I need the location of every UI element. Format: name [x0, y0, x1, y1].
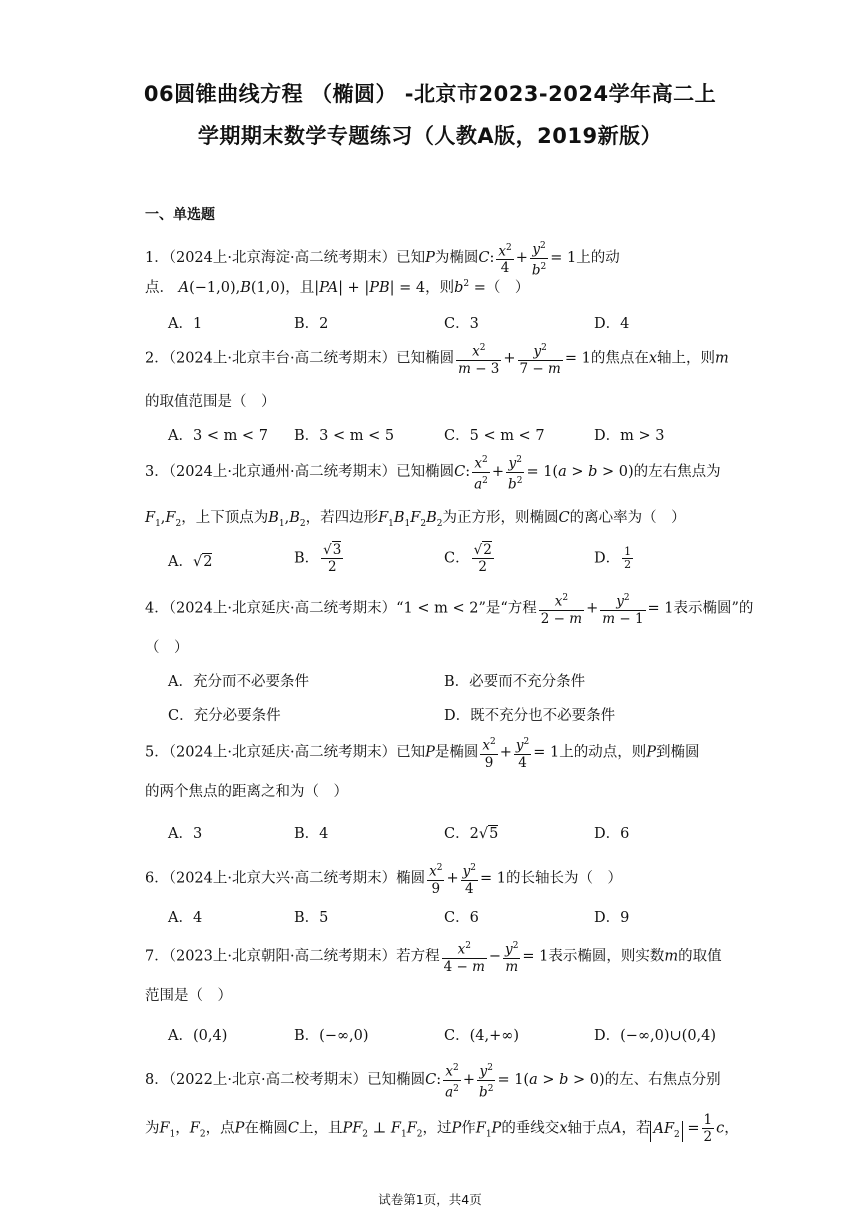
q7-option-d-value: (−∞,0)∪(0,4)	[620, 1028, 717, 1044]
q5-option-c-label: C．	[444, 826, 470, 842]
q8-line2-c: 在椭圆	[244, 1120, 288, 1137]
q3-source: 3．（2024上·北京通州·高二统考期末）已知椭圆	[145, 464, 455, 480]
q3-text-b: 的左右焦点为	[633, 464, 721, 480]
q1-option-a[interactable]: A．1	[168, 316, 203, 332]
q2-line-2: 的取值范围是（ ）	[145, 394, 276, 410]
q2-option-c-value: 5 < m < 7	[469, 428, 545, 444]
q8-line2-b: ，点	[205, 1120, 235, 1137]
q6-text-b: 的长轴长为（ ）	[505, 870, 622, 887]
q7-option-d[interactable]	[594, 1024, 716, 1045]
page-footer: 试卷第1页，共4页	[378, 1192, 482, 1207]
q1-line2-a: 点．	[145, 280, 174, 296]
q7-option-b[interactable]	[294, 1024, 369, 1045]
q3-option-b[interactable]: B． $\frac{√3}{2}$	[294, 542, 342, 575]
q8-line2-h: 轴于点	[567, 1120, 611, 1137]
q3-option-a[interactable]: A．√2	[168, 554, 213, 570]
q1-option-b[interactable]: B．2	[294, 316, 329, 332]
q6-option-a[interactable]: A．4	[168, 910, 203, 926]
q8-line-2: 为$F_1$，$F_2$，点P在椭圆C上，且$PF_2$ ⊥ $F_1F_2$，过P作$F_1P$的垂线交x轴于点A，若 $AF_2$ = $\frac{1}{2}$ c，	[145, 1112, 739, 1145]
q3-option-d[interactable]: D． $\frac{1}{2}$	[594, 545, 632, 571]
q3-line-2: $F_1,F_2$，上下顶点为$B_1,B_2$，若四边形$F_1B_1F_2B_2$为正方形，则椭圆C的离心率为（ ）	[145, 510, 686, 529]
q5-option-a[interactable]: A．3	[168, 826, 203, 842]
title-line-1: 06圆锥曲线方程 （椭圆） -北京市2023-2024学年高二上	[143, 82, 717, 106]
q5-line-2: 的两个焦点的距离之和为（ ）	[145, 784, 348, 800]
q8-line2-j: ，	[724, 1120, 739, 1137]
q3-line2-a: ，上下顶点为	[181, 510, 269, 526]
q1-line-1: 1．（2024上·北京海淀·高二统考期末）已知P为椭圆C: $\frac{x^2}{4}$ + $\frac{y^2}{b^2}$ = 1上的动	[145, 238, 620, 278]
q7-option-c-label: C．	[444, 1028, 470, 1044]
q2-option-d-value: m > 3	[620, 428, 665, 444]
q1-line2-d: （ ）	[485, 280, 530, 296]
q7-option-b-value: (−∞,0)	[319, 1028, 369, 1044]
q3-line2-c: 为正方形，则椭圆	[442, 510, 559, 526]
q6-source: 6．（2024上·北京大兴·高二统考期末）椭圆	[145, 870, 426, 887]
q2-source: 2．（2024上·北京丰台·高二统考期末）已知椭圆	[145, 350, 455, 367]
q8-text-b: 的左、右焦点分别	[604, 1072, 721, 1088]
q2-option-a-label: A．	[168, 428, 193, 444]
q8-line2-a: 为	[145, 1120, 160, 1137]
q4-line-1: 4．（2024上·北京延庆·高二统考期末）“1 < m < 2”是“方程 $\frac{x^2}{2 - m}$ + $\frac{y^2}{m - 1}$ = 1表示椭圆”的	[145, 590, 753, 627]
q2-option-d-label: D．	[594, 428, 621, 444]
q1-option-c[interactable]: C．3	[444, 316, 479, 332]
q2-option-c-label: C．	[444, 428, 470, 444]
q2-option-c[interactable]	[444, 424, 545, 445]
q7-text-b: 表示椭圆，则实数	[548, 948, 665, 965]
q7-line-1: 7．（2023上·北京朝阳·高二统考期末）若方程 $\frac{x^2}{4 - m}$ − $\frac{y^2}{m}$ = 1表示椭圆，则实数m的取值	[145, 938, 722, 975]
q5-option-c[interactable]: C．2√5	[444, 826, 499, 842]
title-line-2: 学期期末数学专题练习（人教A版，2019新版）	[197, 124, 663, 148]
q5-option-b[interactable]: B．4	[294, 826, 329, 842]
q3-option-a-label: A．	[168, 554, 193, 570]
q2-text-b: 的焦点在	[590, 350, 649, 367]
q7-option-c-value: (4,+∞)	[469, 1028, 519, 1044]
q7-line-2: 范围是（ ）	[145, 988, 232, 1004]
q8-line2-d: 上，且	[298, 1120, 343, 1137]
q1-text: 为椭圆	[434, 250, 479, 266]
q5-text-b: 上的动点，则	[559, 744, 647, 761]
q1-text-b: 上的动	[576, 250, 620, 266]
q2-option-b-value: 3 < m < 5	[319, 428, 395, 444]
q5-option-d[interactable]: D．6	[594, 826, 630, 842]
q6-option-b[interactable]: B．5	[294, 910, 329, 926]
q7-option-c[interactable]	[444, 1024, 519, 1045]
q8-source: 8．（2022上·北京·高二校考期末）已知椭圆	[145, 1072, 426, 1088]
q5-line-1: 5．（2024上·北京延庆·高二统考期末）已知P是椭圆 $\frac{x^2}{9}$ + $\frac{y^2}{4}$ = 1上的动点，则P到椭圆	[145, 734, 700, 771]
q3-option-c-label: C．	[444, 550, 470, 567]
q4-option-b[interactable]: B．必要而不充分条件	[444, 674, 586, 690]
q5-text-a: 是椭圆	[434, 744, 479, 761]
q1-line2-b: ，且	[285, 280, 315, 296]
q4-option-d[interactable]: D．既不充分也不必要条件	[444, 708, 616, 724]
q7-option-a[interactable]	[168, 1024, 227, 1045]
q3-option-b-label: B．	[294, 550, 320, 567]
q1-option-d[interactable]: D．4	[594, 316, 630, 332]
q8-line2-e: ，过	[422, 1120, 452, 1137]
q3-line2-b: ，若四边形	[305, 510, 379, 526]
q7-option-d-label: D．	[594, 1028, 621, 1044]
q2-text-c: 轴上，则	[657, 350, 716, 367]
q3-line2-d: 的离心率为（ ）	[569, 510, 686, 526]
q8-line2-g: 的垂线交	[501, 1120, 560, 1137]
q2-line-1: 2．（2024上·北京丰台·高二统考期末）已知椭圆 $\frac{x^2}{m - 3}$ + $\frac{y^2}{7 - m}$ = 1的焦点在x轴上，则m	[145, 340, 729, 377]
q6-option-c[interactable]: C．6	[444, 910, 479, 926]
q3-line-1: 3．（2024上·北京通州·高二统考期末）已知椭圆C: $\frac{x^2}{a^2}$ + $\frac{y^2}{b^2}$ = 1(a > b > 0)的左右焦点为	[145, 452, 721, 492]
q4-source: 4．（2024上·北京延庆·高二统考期末）“1 < m < 2”是“方程	[145, 600, 537, 617]
q7-text-c: 的取值	[678, 948, 722, 965]
q2-option-a[interactable]	[168, 424, 268, 445]
q2-option-d[interactable]	[594, 424, 664, 445]
q7-option-b-label: B．	[294, 1028, 320, 1044]
q4-option-c[interactable]: C．充分必要条件	[168, 708, 281, 724]
q2-option-b[interactable]	[294, 424, 394, 445]
q7-option-a-label: A．	[168, 1028, 193, 1044]
q5-text-c: 到椭圆	[656, 744, 700, 761]
q4-option-a[interactable]: A．充分而不必要条件	[168, 674, 309, 690]
q3-option-d-label: D．	[594, 550, 621, 567]
q1-source: 1．（2024上·北京海淀·高二统考期末）已知	[145, 250, 426, 266]
q3-option-c[interactable]: C． $\frac{√2}{2}$	[444, 542, 492, 575]
q2-option-b-label: B．	[294, 428, 320, 444]
q2-option-a-value: 3 < m < 7	[192, 428, 268, 444]
q8-line-1: 8．（2022上·北京·高二校考期末）已知椭圆C: $\frac{x^2}{a^2}$ + $\frac{y^2}{b^2}$ = 1(a > b > 0)的左、右焦点分别	[145, 1060, 721, 1100]
q1-line-2: 点． A(−1,0),B(1,0)，且|PA| + |PB| = 4，则$b^2$ =（ ）	[145, 279, 530, 296]
q1-line2-c: ，则	[425, 280, 455, 296]
q4-line-2: （ ）	[145, 640, 189, 656]
q7-source: 7．（2023上·北京朝阳·高二统考期末）若方程	[145, 948, 440, 965]
q4-text-b: 表示椭圆”的	[673, 600, 754, 617]
q7-option-a-value: (0,4)	[192, 1028, 228, 1044]
q6-option-d[interactable]: D．9	[594, 910, 630, 926]
q8-line2-f: 作	[461, 1120, 476, 1137]
section-heading: 一、单选题	[145, 207, 215, 223]
q6-line-1: 6．（2024上·北京大兴·高二统考期末）椭圆 $\frac{x^2}{9}$ + $\frac{y^2}{4}$ = 1的长轴长为（ ）	[145, 860, 622, 897]
q8-line2-i: ，若	[621, 1120, 651, 1137]
q5-source: 5．（2024上·北京延庆·高二统考期末）已知	[145, 744, 426, 761]
